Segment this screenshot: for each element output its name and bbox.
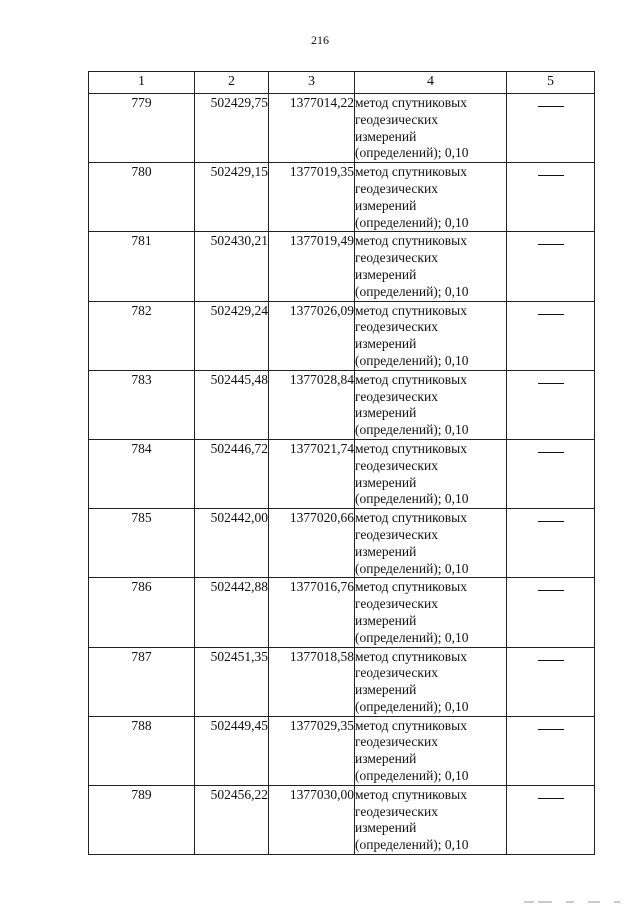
- method-line: геодезических: [355, 180, 438, 196]
- dash-mark: [538, 521, 564, 522]
- y-coordinate-cell: 1377030,00: [269, 785, 355, 854]
- method-line: геодезических: [355, 250, 438, 266]
- header-cell-point-number: 1: [89, 72, 195, 94]
- dash-mark: [538, 452, 564, 453]
- table-row: [89, 578, 595, 647]
- method-line: геодезических: [355, 734, 438, 750]
- scan-noise-marks: [522, 897, 632, 905]
- table-row: [89, 301, 595, 370]
- method-cell: [355, 509, 507, 578]
- method-line: измерений: [355, 820, 417, 836]
- method-line: измерений: [355, 128, 417, 144]
- table-row: [89, 232, 595, 301]
- x-coordinate-cell: 502429,75: [195, 94, 269, 163]
- note-cell: [507, 509, 595, 578]
- method-line: геодезических: [355, 526, 438, 542]
- dash-mark: [538, 175, 564, 176]
- x-coordinate-cell: 502442,88: [195, 578, 269, 647]
- method-cell: [355, 785, 507, 854]
- method-line: метод спутниковых: [355, 371, 467, 387]
- note-cell: [507, 163, 595, 232]
- x-coordinate-cell: 502442,00: [195, 509, 269, 578]
- dash-mark: [538, 244, 564, 245]
- method-line: (определений); 0,10: [355, 352, 469, 368]
- note-cell: [507, 785, 595, 854]
- method-line: (определений); 0,10: [355, 629, 469, 645]
- point-number-cell: 783: [89, 370, 195, 439]
- table-row: [89, 647, 595, 716]
- point-number-cell: 779: [89, 94, 195, 163]
- method-line: измерений: [355, 336, 417, 352]
- method-line: метод спутниковых: [355, 302, 467, 318]
- method-line: геодезических: [355, 457, 438, 473]
- point-number-cell: 782: [89, 301, 195, 370]
- point-number-cell: 789: [89, 785, 195, 854]
- x-coordinate-cell: 502446,72: [195, 439, 269, 508]
- method-line: (определений); 0,10: [355, 698, 469, 714]
- method-line: геодезических: [355, 319, 438, 335]
- dash-mark: [538, 660, 564, 661]
- method-line: измерений: [355, 197, 417, 213]
- method-line: геодезических: [355, 596, 438, 612]
- note-cell: [507, 439, 595, 508]
- dash-mark: [538, 314, 564, 315]
- dash-mark: [538, 590, 564, 591]
- dash-mark: [538, 383, 564, 384]
- x-coordinate-cell: 502445,48: [195, 370, 269, 439]
- note-cell: [507, 232, 595, 301]
- method-cell: [355, 163, 507, 232]
- method-line: метод спутниковых: [355, 717, 467, 733]
- x-coordinate-cell: 502456,22: [195, 785, 269, 854]
- y-coordinate-cell: 1377029,35: [269, 716, 355, 785]
- method-line: измерений: [355, 682, 417, 698]
- note-cell: [507, 578, 595, 647]
- table-row: [89, 785, 595, 854]
- y-coordinate-cell: 1377014,22: [269, 94, 355, 163]
- coordinates-table: [88, 71, 595, 855]
- dash-mark: [538, 106, 564, 107]
- table-row: [89, 163, 595, 232]
- method-line: метод спутниковых: [355, 440, 467, 456]
- note-cell: [507, 94, 595, 163]
- header-cell-y: 3: [269, 72, 355, 94]
- table-row: [89, 716, 595, 785]
- method-line: (определений); 0,10: [355, 837, 469, 853]
- header-cell-x: 2: [195, 72, 269, 94]
- method-line: измерений: [355, 612, 417, 628]
- note-cell: [507, 301, 595, 370]
- method-line: измерений: [355, 543, 417, 559]
- point-number-cell: 781: [89, 232, 195, 301]
- method-line: метод спутниковых: [355, 510, 467, 526]
- y-coordinate-cell: 1377018,58: [269, 647, 355, 716]
- method-cell: [355, 578, 507, 647]
- method-line: геодезических: [355, 388, 438, 404]
- y-coordinate-cell: 1377016,76: [269, 578, 355, 647]
- x-coordinate-cell: 502430,21: [195, 232, 269, 301]
- method-cell: [355, 232, 507, 301]
- point-number-cell: 780: [89, 163, 195, 232]
- method-line: измерений: [355, 751, 417, 767]
- y-coordinate-cell: 1377021,74: [269, 439, 355, 508]
- x-coordinate-cell: 502429,15: [195, 163, 269, 232]
- method-line: (определений); 0,10: [355, 422, 469, 438]
- method-line: измерений: [355, 474, 417, 490]
- table-row: [89, 370, 595, 439]
- header-row: [89, 72, 595, 94]
- method-line: метод спутниковых: [355, 164, 467, 180]
- table-header: [89, 72, 595, 94]
- point-number-cell: 786: [89, 578, 195, 647]
- method-line: метод спутниковых: [355, 579, 467, 595]
- header-cell-method: 4: [355, 72, 507, 94]
- method-line: геодезических: [355, 665, 438, 681]
- method-cell: [355, 370, 507, 439]
- method-line: метод спутниковых: [355, 648, 467, 664]
- method-line: геодезических: [355, 803, 438, 819]
- method-line: измерений: [355, 266, 417, 282]
- method-cell: [355, 439, 507, 508]
- x-coordinate-cell: 502451,35: [195, 647, 269, 716]
- dash-mark: [538, 729, 564, 730]
- x-coordinate-cell: 502429,24: [195, 301, 269, 370]
- method-line: (определений); 0,10: [355, 768, 469, 784]
- dash-mark: [538, 798, 564, 799]
- header-cell-note: 5: [507, 72, 595, 94]
- method-line: (определений); 0,10: [355, 283, 469, 299]
- point-number-cell: 784: [89, 439, 195, 508]
- y-coordinate-cell: 1377028,84: [269, 370, 355, 439]
- note-cell: [507, 370, 595, 439]
- point-number-cell: 787: [89, 647, 195, 716]
- method-line: метод спутниковых: [355, 95, 467, 110]
- method-cell: [355, 301, 507, 370]
- y-coordinate-cell: 1377020,66: [269, 509, 355, 578]
- y-coordinate-cell: 1377026,09: [269, 301, 355, 370]
- table-body: [89, 94, 595, 855]
- x-coordinate-cell: 502449,45: [195, 716, 269, 785]
- method-line: метод спутниковых: [355, 233, 467, 249]
- method-line: (определений); 0,10: [355, 560, 469, 576]
- y-coordinate-cell: 1377019,49: [269, 232, 355, 301]
- method-line: геодезических: [355, 111, 438, 127]
- note-cell: [507, 647, 595, 716]
- method-cell: [355, 716, 507, 785]
- method-line: (определений); 0,10: [355, 214, 469, 230]
- note-cell: [507, 716, 595, 785]
- method-line: измерений: [355, 405, 417, 421]
- y-coordinate-cell: 1377019,35: [269, 163, 355, 232]
- method-cell: [355, 94, 507, 163]
- point-number-cell: 788: [89, 716, 195, 785]
- table-row: [89, 439, 595, 508]
- method-line: (определений); 0,10: [355, 491, 469, 507]
- method-line: метод спутниковых: [355, 786, 467, 802]
- table-row: [89, 94, 595, 163]
- table-row: [89, 509, 595, 578]
- point-number-cell: 785: [89, 509, 195, 578]
- method-cell: [355, 647, 507, 716]
- page-number: 216: [311, 33, 329, 47]
- method-line: (определений); 0,10: [355, 145, 469, 161]
